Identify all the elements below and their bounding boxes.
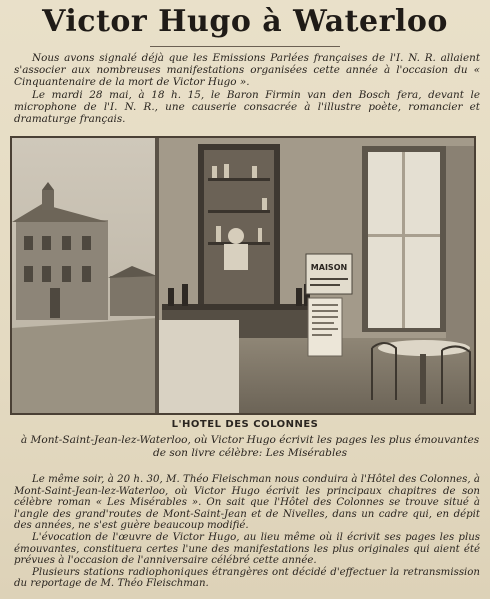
intro-text xyxy=(14,52,480,125)
intro-paragraph-2: Le mardi 28 mai, à 18 h. 15, le Baron Firmin van den Bosch fera, devant le microphone de l'I. N. R., une causerie consacrée à l'illustre poète, romancier et dramaturge français. xyxy=(14,88,480,126)
photo-illustration xyxy=(12,138,474,413)
photo-hotel-des-colonnes xyxy=(10,136,476,415)
body-paragraph-2: L'évocation de l'œuvre de Victor Hugo, au lieu même où il écrivit ses pages les plus émouvantes, constituera certes l'une des manifestations les plus originales qui aient été prévues à l'occasion de l'anniversaire célébré cette année. xyxy=(14,531,480,567)
sign-maison: MAISON xyxy=(310,263,348,272)
body-paragraph-1: Le même soir, à 20 h. 30, M. Théo Fleischman nous conduira à l'Hôtel des Colonnes, à Mont-Saint-Jean-lez-Waterloo, où Victor Hugo écrivit les principaux chapitres de son célèbre roman « Les Misérables ». On sait que l'Hôtel des Colonnes se trouve situé à l'angle des grand'routes de Mont-Saint-Jean et de Nivelles, dans un cadre qui, en dépit des années, ne s'est guère beaucoup modifié. xyxy=(14,474,480,532)
photo-caption-title: L'HOTEL DES COLONNES xyxy=(171,419,319,430)
photo-caption-subtitle: à Mont-Saint-Jean-lez-Waterloo, où Victor Hugo écrivit les pages les plus émouvantes de son livre célèbre: Les Misérables xyxy=(20,434,480,459)
headline: Victor Hugo à Waterloo xyxy=(42,4,448,39)
body-paragraph-3: Plusieurs stations radiophoniques étrangères ont décidé d'effectuer la retransmission du reportage de M. Théo Fleischman. xyxy=(14,566,480,590)
body-text xyxy=(14,474,480,590)
headline-rule xyxy=(150,46,340,47)
intro-paragraph-1: Nous avons signalé déjà que les Emissions Parlées françaises de l'I. N. R. allaient s'associer aux nombreuses manifestations organisées cette année à l'occasion du « Cinquantenaire de la mort de Victor Hugo ». xyxy=(14,52,480,89)
